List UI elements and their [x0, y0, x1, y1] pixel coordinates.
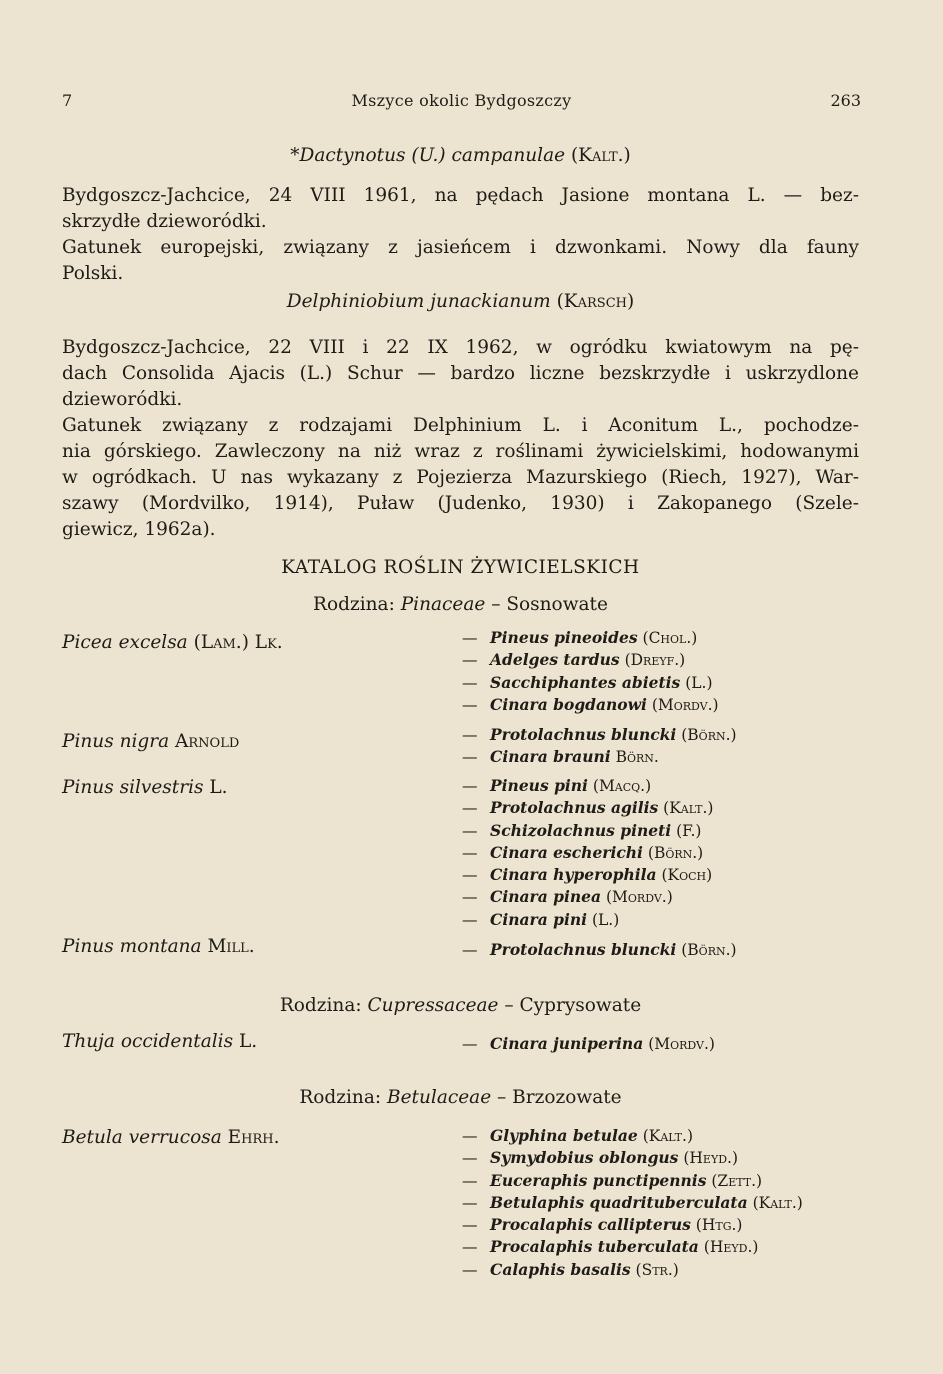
host-plant: Thuja occidentalis L.	[62, 1031, 258, 1052]
species-heading-1: *Dactynotus (U.) campanulae (Kalt.)	[290, 145, 631, 166]
paragraph-line: Gatunek związany z rodzajami Delphinium L. i Aconitum L., pochodze-	[62, 415, 859, 436]
aphid-entry: — Cinara juniperina (Mordv.)	[462, 1034, 715, 1053]
species-1-text	[62, 183, 859, 287]
family-heading-pinaceae: Rodzina: Pinaceae – Sosnowate	[313, 594, 608, 615]
aphid-entry: — Cinara escherichi (Börn.)	[462, 842, 704, 862]
genus: Dactynotus	[299, 145, 406, 166]
aphid-entry: — Euceraphis punctipennis (Zett.)	[462, 1170, 763, 1190]
paragraph-line: nia górskiego. Zawleczony na niż wraz z roślinami żywicielskimi, hodowanymi	[62, 441, 859, 462]
subgenus: (U.)	[411, 145, 446, 166]
aphid-entry: — Protolachnus bluncki (Börn.)	[462, 940, 737, 959]
aphid-entry: — Pineus pineoides (Chol.)	[462, 628, 698, 647]
host-plant: Pinus nigra Arnold	[62, 731, 240, 752]
aphid-entry: — Cinara bogdanowi (Mordv.)	[462, 694, 719, 714]
aphid-entry: — Procalaphis callipterus (Htg.)	[462, 1215, 743, 1235]
running-title: Mszyce okolic Bydgoszczy	[351, 91, 572, 110]
species-epithet: campanulae	[451, 145, 566, 166]
aphid-entry: — Pineus pini (Macq.)	[462, 776, 652, 795]
family-heading-cupressaceae: Rodzina: Cupressaceae – Cyprysowate	[279, 995, 642, 1016]
host-plant: Picea excelsa (Lam.) Lk.	[62, 632, 283, 653]
aphid-entry: — Betulaphis quadrituberculata (Kalt.)	[462, 1192, 803, 1212]
aphid-entry: — Cinara hyperophila (Koch)	[462, 865, 713, 885]
aphid-entry: — Cinara pini (L.)	[462, 909, 620, 929]
species-author: (Karsch)	[556, 291, 635, 312]
page-number: 263	[830, 91, 861, 110]
family-latin: Betulaceae	[387, 1087, 492, 1108]
species-name: Delphiniobium junackianum	[286, 291, 551, 312]
aphid-entry: — Schizolachnus pineti (F.)	[462, 820, 702, 840]
family-latin: Cupressaceae	[367, 995, 499, 1016]
aphid-list	[462, 775, 713, 931]
species-2-text	[62, 335, 859, 543]
aphid-entry: — Protolachnus bluncki (Börn.)	[462, 725, 737, 744]
aphid-list	[462, 1033, 715, 1055]
host-plant: Pinus montana Mill.	[62, 936, 255, 957]
paragraph-line: giewicz, 1962a).	[62, 519, 216, 540]
aphid-entry: — Protolachnus agilis (Kalt.)	[462, 798, 714, 818]
aphid-list	[462, 724, 737, 769]
aphid-entry: — Glyphina betulae (Kalt.)	[462, 1126, 693, 1145]
host-plant: Betula verrucosa Ehrh.	[62, 1127, 280, 1148]
family-heading-betulaceae: Rodzina: Betulaceae – Brzozowate	[299, 1087, 622, 1108]
running-header	[62, 91, 861, 113]
family-polish: – Sosnowate	[491, 594, 608, 615]
chapter-number: 7	[62, 91, 73, 110]
family-polish: – Cyprysowate	[504, 995, 642, 1016]
aphid-list	[462, 1125, 803, 1281]
paragraph-line: Bydgoszcz-Jachcice, 24 VIII 1961, na pędach Jasione montana L. — bez-	[62, 185, 859, 206]
paragraph-line: dzieworódki.	[62, 389, 183, 410]
paragraph-line: Gatunek europejski, związany z jasieńcem i dzwonkami. Nowy dla fauny	[62, 237, 859, 258]
family-latin: Pinaceae	[400, 594, 486, 615]
paragraph-line: w ogródkach. U nas wykazany z Pojezierza Mazurskiego (Riech, 1927), War-	[62, 467, 859, 488]
aphid-entry: — Sacchiphantes abietis (L.)	[462, 672, 713, 692]
paragraph-line: szawy (Mordvilko, 1914), Puław (Judenko, 1930) i Zakopanego (Szele-	[62, 493, 859, 514]
species-heading-2	[62, 291, 859, 312]
paragraph-line: Polski.	[62, 263, 124, 284]
aphid-entry: — Symydobius oblongus (Heyd.)	[462, 1148, 739, 1168]
aphid-entry: — Cinara pinea (Mordv.)	[462, 887, 673, 907]
paragraph-line: skrzydłe dzieworódki.	[62, 211, 267, 232]
aphid-list	[462, 939, 737, 961]
paragraph-line: dach Consolida Ajacis (L.) Schur — bardzo liczne bezskrzydłe i uskrzydlone	[62, 363, 859, 384]
aphid-entry: — Cinara brauni Börn.	[462, 747, 659, 767]
paragraph-line: Bydgoszcz-Jachcice, 22 VIII i 22 IX 1962, w ogródku kwiatowym na pę-	[62, 337, 859, 358]
aphid-entry: — Procalaphis tuberculata (Heyd.)	[462, 1237, 759, 1257]
family-polish: – Brzozowate	[497, 1087, 622, 1108]
catalog-title: KATALOG ROŚLIN ŻYWICIELSKICH	[281, 557, 640, 578]
aphid-entry: — Calaphis basalis (Str.)	[462, 1259, 679, 1279]
host-plant: Pinus silvestris L.	[62, 777, 228, 798]
aphid-list	[462, 627, 719, 716]
aphid-entry: — Adelges tardus (Dreyf.)	[462, 650, 686, 670]
species-author: (Kalt.)	[570, 145, 631, 166]
